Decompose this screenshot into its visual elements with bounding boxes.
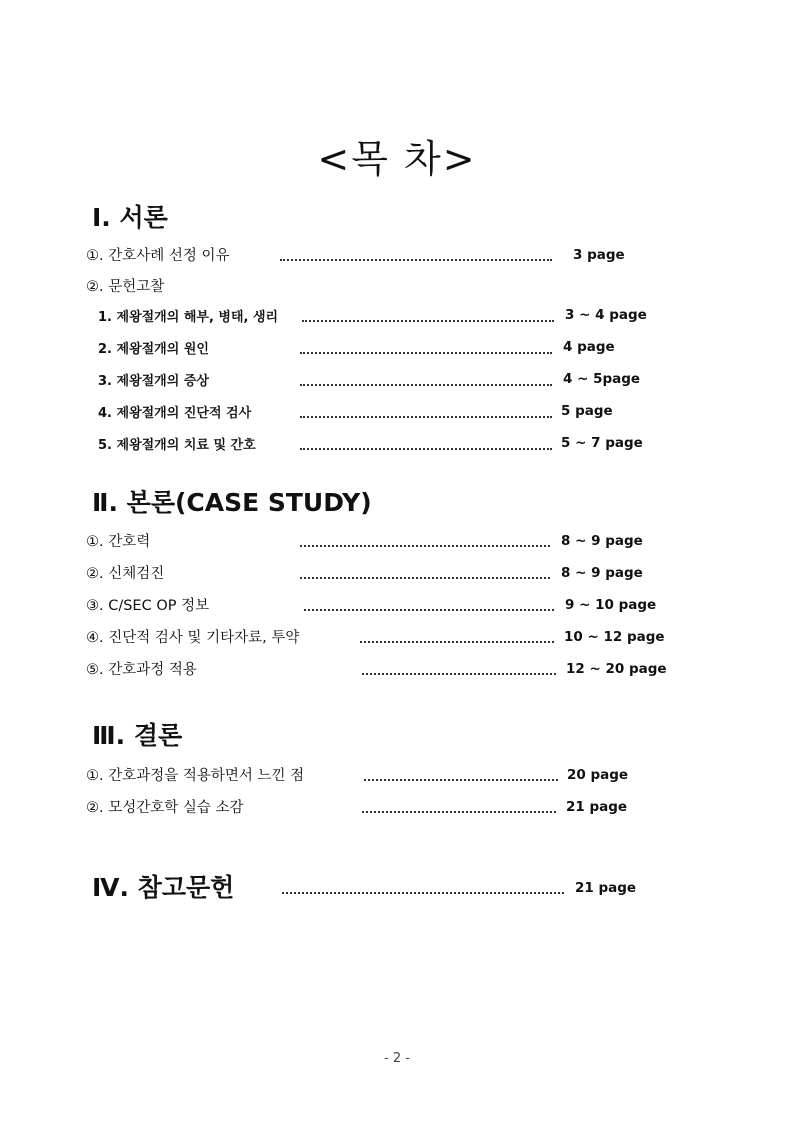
toc-entry-page: 10 ~ 12 page [564,629,665,645]
toc-entry-label: ④. 진단적 검사 및 기타자료, 투약 [86,630,300,646]
toc-subentry-label: 2. 제왕절개의 원인 [98,342,209,357]
toc-entry-label: ⑤. 간호과정 적용 [86,662,197,678]
toc-entry-label: ①. 간호력 [86,534,151,550]
toc-entry-label: ①. 간호과정을 적용하면서 느낀 점 [86,768,305,784]
toc-entry-page: 21 page [566,799,628,815]
toc-dot-leader [300,545,550,547]
toc-dot-leader [300,416,552,418]
toc-dot-leader [300,384,552,386]
toc-dot-leader [300,577,550,579]
toc-entry-label: ③. C/SEC OP 정보 [86,598,210,614]
toc-entry-page: 3 page [573,247,625,263]
toc-entry-page: 20 page [567,767,629,783]
toc-dot-leader [282,892,564,894]
toc-entry-label: ②. 모성간호학 실습 소감 [86,800,244,816]
toc-entry-page: 4 page [563,339,615,355]
toc-dot-leader [304,609,554,611]
toc-entry-page: 21 page [575,880,637,896]
toc-dot-leader [300,448,552,450]
toc-dot-leader [362,811,556,813]
section-heading-introduction: Ⅰ. 서론 [92,203,168,232]
toc-entry-page: 5 page [561,403,613,419]
toc-entry-page: 3 ~ 4 page [565,307,647,323]
toc-entry-label: ②. 신체검진 [86,566,165,582]
toc-entry-label: ②. 문헌고찰 [86,279,165,295]
toc-dot-leader [302,320,554,322]
toc-dot-leader [362,673,556,675]
page-number-footer: - 2 - [384,1051,410,1066]
section-heading-references: Ⅳ. 참고문헌 [92,873,235,902]
toc-entry-page: 4 ~ 5page [563,371,641,387]
toc-dot-leader [360,641,554,643]
section-heading-main-body: Ⅱ. 본론(CASE STUDY) [92,488,372,517]
toc-dot-leader [300,352,552,354]
toc-entry-page: 12 ~ 20 page [566,661,667,677]
toc-entry-page: 5 ~ 7 page [561,435,643,451]
toc-subentry-label: 3. 제왕절개의 증상 [98,374,209,389]
toc-dot-leader [364,779,558,781]
document-title: <목 차> [317,137,477,181]
section-heading-conclusion: Ⅲ. 결론 [92,721,183,750]
toc-entry-page: 8 ~ 9 page [561,533,643,549]
toc-subentry-label: 4. 제왕절개의 진단적 검사 [98,406,252,421]
toc-dot-leader [280,259,552,261]
toc-entry-label: ①. 간호사례 선정 이유 [86,248,230,264]
toc-subentry-label: 5. 제왕절개의 치료 및 간호 [98,438,256,453]
toc-entry-page: 8 ~ 9 page [561,565,643,581]
toc-entry-page: 9 ~ 10 page [565,597,657,613]
toc-subentry-label: 1. 제왕절개의 해부, 병태, 생리 [98,310,279,325]
